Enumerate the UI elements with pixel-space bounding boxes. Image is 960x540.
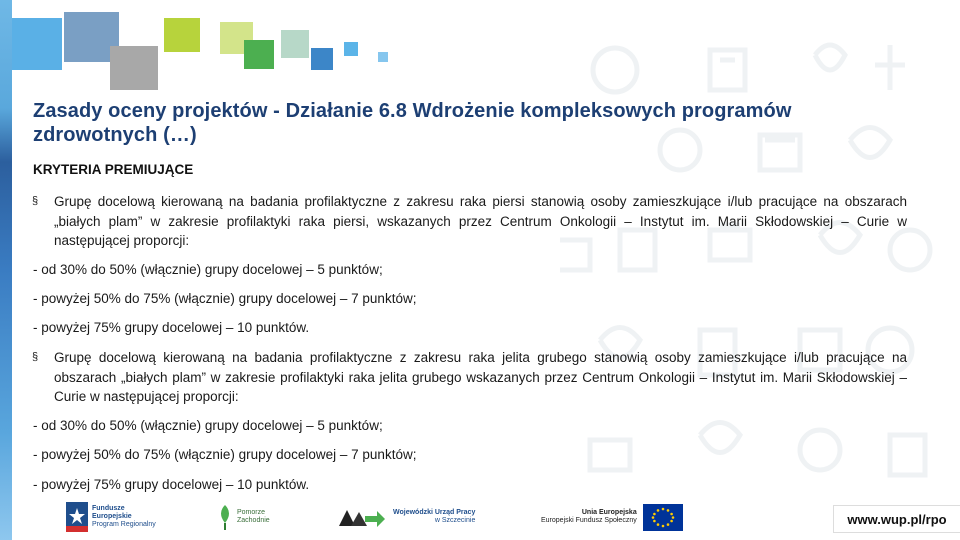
unia-europejska-logo	[541, 501, 683, 533]
wup-szczecin-logo	[337, 501, 475, 533]
left-accent-bar	[0, 0, 12, 540]
list-item: - od 30% do 50% (włącznie) grupy docelowej – 5 punktów;	[33, 418, 383, 433]
section-heading: KRYTERIA PREMIUJĄCE	[33, 162, 194, 177]
tile-blue	[311, 48, 333, 70]
fe-text-2: Europejskie	[92, 513, 132, 520]
paragraph-text: Grupę docelową kierowaną na badania profilaktyczne z zakresu raka piersi stanowią osoby zamieszkujące i/lub pracujące na obszarach „białych plam” w zakresie profilaktyki raka piersi, wskazanych przez Centrum Onkologii – Instytut im. Marii Skłodowskiej – Curie w następującej proporcji:	[54, 194, 907, 248]
criterion-paragraph-colorectal-cancer	[32, 348, 907, 407]
bullet-icon: §	[32, 195, 39, 207]
paragraph-text: Grupę docelową kierowaną na badania profilaktyczne z zakresu raka jelita grubego stanowią osoby zamieszkujące i/lub pracujące na obszarach „białych plam” w zakresie profilaktyki raka jelita grubego wskazanych przez Centrum Onkologii – Instytut im. Marii Skłodowskiej – Curie w następującej proporcji:	[54, 350, 907, 404]
pomorze-text-2: Zachodnie	[237, 517, 270, 524]
fe-star-icon	[66, 502, 88, 532]
eu-flag-icon	[643, 504, 683, 531]
footer-logos	[0, 497, 960, 540]
slide-title: Zasady oceny projektów - Działanie 6.8 Wdrożenie kompleksowych programów zdrowotnych (…)	[33, 100, 792, 146]
criterion-paragraph-breast-cancer	[32, 192, 907, 251]
list-item: - powyżej 50% do 75% (włącznie) grupy docelowej – 7 punktów;	[33, 447, 417, 462]
tile-lightblue-large	[12, 18, 62, 70]
list-item: - powyżej 50% do 75% (włącznie) grupy docelowej – 7 punktów;	[33, 291, 417, 306]
bullet-icon: §	[32, 351, 39, 363]
fe-text-1: Fundusze	[92, 505, 125, 512]
wup-arrows-icon	[337, 504, 385, 530]
tile-grey	[110, 46, 158, 90]
fe-text-3: Program Regionalny	[92, 521, 156, 528]
ue-text-2: Europejski Fundusz Społeczny	[541, 517, 637, 524]
website-link[interactable]: www.wup.pl/rpo	[833, 505, 960, 533]
tile-small-blue	[344, 42, 358, 56]
list-item: - powyżej 75% grupy docelowej – 10 punktów.	[33, 477, 310, 492]
tile-green	[244, 40, 274, 69]
tile-lime	[164, 18, 200, 52]
pomorze-zachodnie-logo	[216, 501, 270, 533]
ue-text-1: Unia Europejska	[581, 509, 637, 516]
wup-text-2: w Szczecinie	[434, 517, 476, 524]
tile-tiny-blue	[378, 52, 388, 62]
list-item: - powyżej 75% grupy docelowej – 10 punktów.	[33, 320, 310, 335]
fundusze-europejskie-logo	[66, 501, 156, 533]
pomorze-text-1: Pomorze	[237, 509, 266, 516]
list-item: - od 30% do 50% (włącznie) grupy docelowej – 5 punktów;	[33, 262, 383, 277]
tile-mint	[281, 30, 309, 58]
pomorze-leaf-icon	[216, 503, 234, 531]
wup-text-1: Wojewódzki Urząd Pracy	[393, 509, 476, 516]
